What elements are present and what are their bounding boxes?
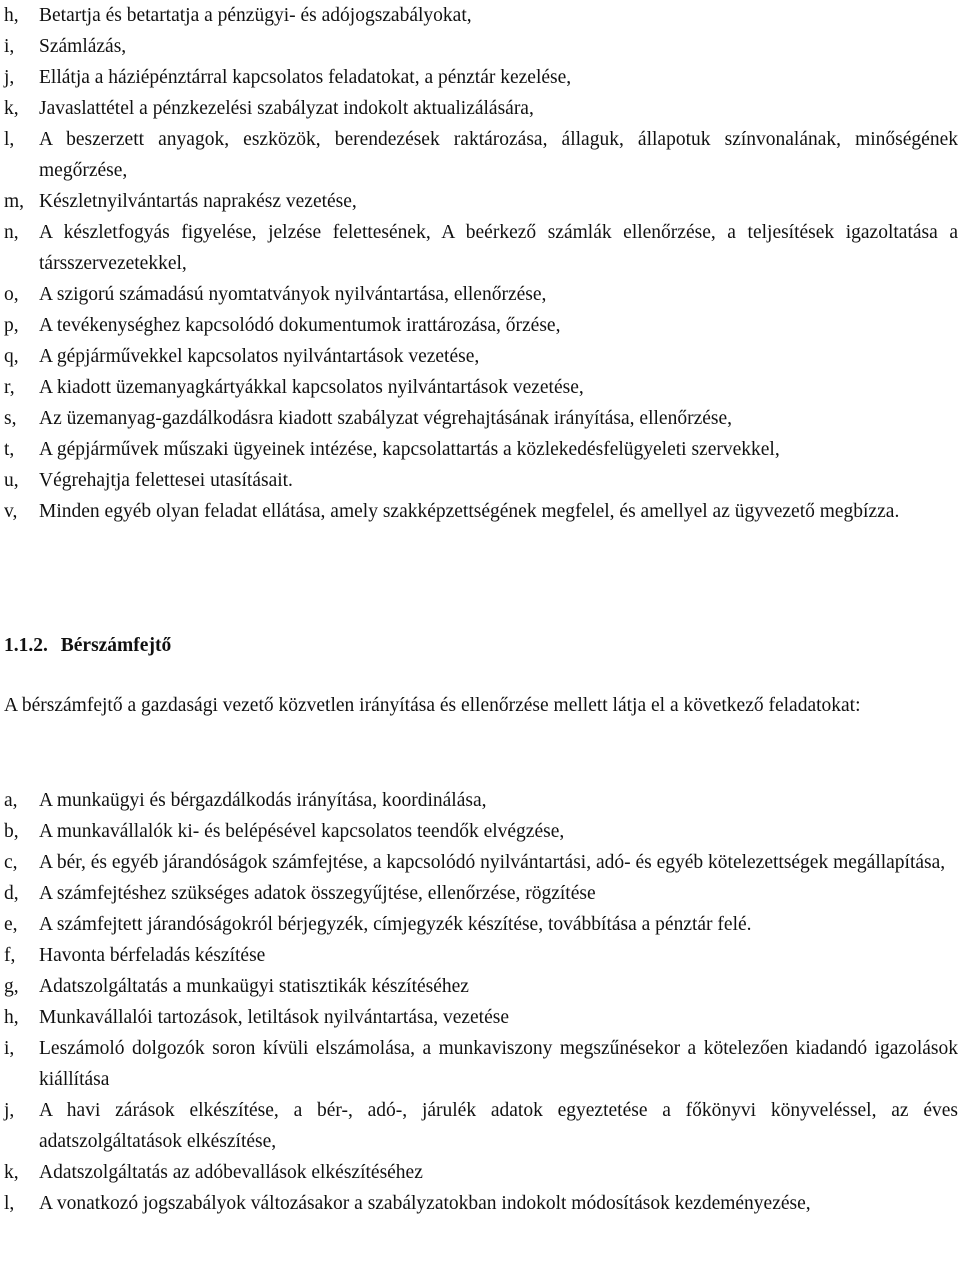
list-item-text: Havonta bérfeladás készítése [39, 945, 266, 966]
task-list-2 [4, 785, 958, 1219]
list-item [4, 465, 958, 496]
list-item-marker: g, [4, 976, 19, 997]
list-item-marker: i, [4, 36, 15, 57]
list-item [4, 1002, 958, 1033]
list-item-text: A bér, és egyéb járandóságok számfejtése, a kapcsolódó nyilvántartási, adó- és egyéb kötelezettségek megállapítása, [39, 852, 946, 873]
list-item-marker: v, [4, 501, 18, 522]
list-item-text: A gépjárművekkel kapcsolatos nyilvántartások vezetése, [39, 346, 480, 367]
list-item-text: A szigorú számadású nyomtatványok nyilvántartása, ellenőrzése, [39, 284, 547, 305]
list-item [4, 341, 958, 372]
section-heading [4, 630, 171, 661]
list-item [4, 878, 958, 909]
list-item-text: Adatszolgáltatás a munkaügyi statisztikák készítéséhez [39, 976, 469, 997]
list-item-marker: r, [4, 377, 15, 398]
section-intro: A bérszámfejtő a gazdasági vezető közvetlen irányítása és ellenőrzése mellett látja el a következő feladatokat: [4, 695, 861, 716]
list-item-text: Számlázás, [39, 36, 127, 57]
list-item [4, 971, 958, 1002]
list-item-marker: m, [4, 191, 25, 212]
list-item [4, 0, 958, 31]
list-item-marker: p, [4, 315, 19, 336]
list-item [4, 403, 958, 434]
list-item [4, 785, 958, 816]
list-item-text: A munkaügyi és bérgazdálkodás irányítása, koordinálása, [39, 790, 487, 811]
list-item-text: A munkavállalók ki- és belépésével kapcsolatos teendők elvégzése, [39, 821, 565, 842]
list-item [4, 940, 958, 971]
list-item-marker: s, [4, 408, 17, 429]
list-item [4, 186, 958, 217]
list-item-text: Ellátja a háziépénztárral kapcsolatos feladatokat, a pénztár kezelése, [39, 67, 572, 88]
list-item-marker: a, [4, 790, 18, 811]
list-item-text: Leszámoló dolgozók soron kívüli elszámolása, a munkaviszony megszűnésekor a kötelezően kiadandó igazolások kiállítása [39, 1038, 958, 1090]
list-item [4, 62, 958, 93]
list-item-marker: h, [4, 1007, 19, 1028]
list-item-text: A számfejtéshez szükséges adatok összegyűjtése, ellenőrzése, rögzítése [39, 883, 596, 904]
list-item [4, 310, 958, 341]
task-list-1 [4, 0, 958, 527]
list-item [4, 1095, 958, 1157]
list-item-marker: f, [4, 945, 16, 966]
list-item-marker: e, [4, 914, 18, 935]
list-item-marker: l, [4, 1193, 15, 1214]
list-item [4, 1188, 958, 1219]
section-title: Bérszámfejtő [60, 635, 172, 656]
list-item-text: A beszerzett anyagok, eszközök, berendezések raktározása, állaguk, állapotuk színvonalának, minőségének megőrzése, [39, 129, 958, 181]
list-item [4, 816, 958, 847]
list-item-text: A tevékenységhez kapcsolódó dokumentumok irattározása, őrzése, [39, 315, 561, 336]
list-item-text: A készletfogyás figyelése, jelzése felettesének, A beérkező számlák ellenőrzése, a teljesítések igazoltatása a társszervezetekkel, [39, 222, 958, 274]
list-item-marker: h, [4, 5, 19, 26]
list-item [4, 909, 958, 940]
list-item-text: A kiadott üzemanyagkártyákkal kapcsolatos nyilvántartások vezetése, [39, 377, 584, 398]
list-item-text: Minden egyéb olyan feladat ellátása, amely szakképzettségének megfelel, és amellyel az ügyvezető megbízza. [39, 501, 900, 522]
list-item-marker: i, [4, 1038, 15, 1059]
list-item [4, 434, 958, 465]
list-item [4, 31, 958, 62]
list-item-marker: l, [4, 129, 15, 150]
list-item [4, 847, 958, 878]
list-item-text: Készletnyilvántartás naprakész vezetése, [39, 191, 357, 212]
list-item [4, 496, 958, 527]
list-item-marker: k, [4, 1162, 19, 1183]
list-item-text: Betartja és betartatja a pénzügyi- és adójogszabályokat, [39, 5, 472, 26]
list-item-text: A havi zárások elkészítése, a bér-, adó-, járulék adatok egyeztetése a főkönyvi könyveléssel, az éves adatszolgáltatások elkészítése, [39, 1100, 958, 1152]
list-item-marker: k, [4, 98, 19, 119]
list-item [4, 279, 958, 310]
list-item-marker: j, [4, 1100, 15, 1121]
list-item-marker: u, [4, 470, 19, 491]
list-item-marker: b, [4, 821, 19, 842]
list-item-text: Munkavállalói tartozások, letiltások nyilvántartása, vezetése [39, 1007, 509, 1028]
list-item-marker: c, [4, 852, 18, 873]
list-item [4, 1157, 958, 1188]
list-item-text: Az üzemanyag-gazdálkodásra kiadott szabályzat végrehajtásának irányítása, ellenőrzése, [39, 408, 732, 429]
list-item [4, 372, 958, 403]
list-item-marker: t, [4, 439, 15, 460]
list-item-marker: n, [4, 222, 19, 243]
list-item [4, 124, 958, 186]
list-item-marker: q, [4, 346, 19, 367]
list-item [4, 93, 958, 124]
list-item [4, 217, 958, 279]
list-item-text: A számfejtett járandóságokról bérjegyzék, címjegyzék készítése, továbbítása a pénztár felé. [39, 914, 752, 935]
list-item [4, 1033, 958, 1095]
list-item-marker: o, [4, 284, 19, 305]
list-item-text: A vonatkozó jogszabályok változásakor a szabályzatokban indokolt módosítások kezdeményezése, [39, 1193, 811, 1214]
list-item-text: Adatszolgáltatás az adóbevallások elkészítéséhez [39, 1162, 423, 1183]
section-number: 1.1.2. [4, 635, 48, 656]
list-item-marker: j, [4, 67, 15, 88]
list-item-text: Végrehajtja felettesei utasításait. [39, 470, 293, 491]
list-item-text: A gépjárművek műszaki ügyeinek intézése, kapcsolattartás a közlekedésfelügyeleti szervekkel, [39, 439, 780, 460]
list-item-marker: d, [4, 883, 19, 904]
list-item-text: Javaslattétel a pénzkezelési szabályzat indokolt aktualizálására, [39, 98, 534, 119]
